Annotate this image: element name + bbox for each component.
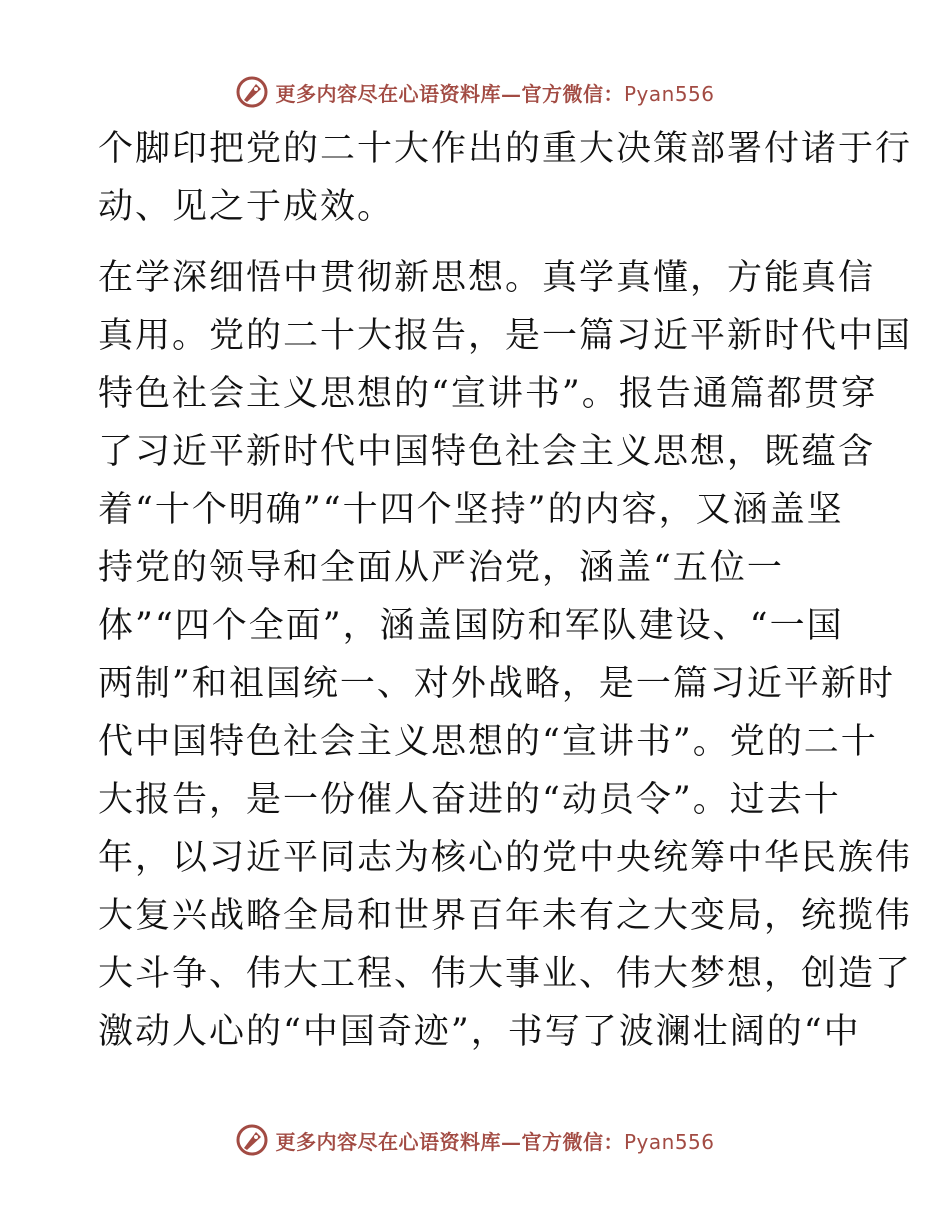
body-line: 持党的领导和全面从严治党，涵盖“五位一 xyxy=(98,548,784,588)
body-line: 着“十个明确”“十四个坚持”的内容，又涵盖坚 xyxy=(98,490,844,530)
pen-nib-logo-icon xyxy=(235,1123,269,1157)
watermark-label: 更多内容尽在心语资料库—官方微信： xyxy=(275,1129,624,1154)
watermark-text xyxy=(275,78,714,107)
pen-nib-logo-icon xyxy=(235,75,269,109)
body-line: 大报告，是一份催人奋进的“动员令”。过去十 xyxy=(98,780,841,820)
footer-watermark xyxy=(0,1120,950,1160)
body-line: 动、见之于成效。 xyxy=(98,187,395,227)
body-line: 年，以习近平同志为核心的党中央统筹中华民族伟 xyxy=(98,838,913,878)
body-line: 真用。党的二十大报告，是一篇习近平新时代中国 xyxy=(98,316,913,356)
document-body xyxy=(98,120,913,1061)
body-line: 体”“四个全面”，涵盖国防和军队建设、“一国 xyxy=(98,606,844,646)
body-line: 个脚印把党的二十大作出的重大决策部署付诸于行 xyxy=(98,129,913,169)
body-line: 了习近平新时代中国特色社会主义思想，既蕴含 xyxy=(98,432,876,472)
body-line: 两制”和祖国统一、对外战略，是一篇习近平新时 xyxy=(98,664,895,704)
header-watermark xyxy=(0,72,950,112)
body-line: 大斗争、伟大工程、伟大事业、伟大梦想，创造了 xyxy=(98,954,913,994)
body-line: 激动人心的“中国奇迹”，书写了波澜壮阔的“中 xyxy=(98,1012,861,1052)
body-line: 在学深细悟中贯彻新思想。真学真懂，方能真信 xyxy=(98,258,876,298)
watermark-group xyxy=(235,1123,714,1157)
watermark-wechat-id: Pyan556 xyxy=(623,1129,715,1154)
watermark-wechat-id: Pyan556 xyxy=(623,81,715,106)
watermark-text xyxy=(275,1126,714,1155)
watermark-group xyxy=(235,75,714,109)
body-line: 大复兴战略全局和世界百年未有之大变局，统揽伟 xyxy=(98,896,913,936)
watermark-label: 更多内容尽在心语资料库—官方微信： xyxy=(275,81,624,106)
body-line: 代中国特色社会主义思想的“宣讲书”。党的二十 xyxy=(98,722,878,762)
body-line: 特色社会主义思想的“宣讲书”。报告通篇都贯穿 xyxy=(98,374,878,414)
